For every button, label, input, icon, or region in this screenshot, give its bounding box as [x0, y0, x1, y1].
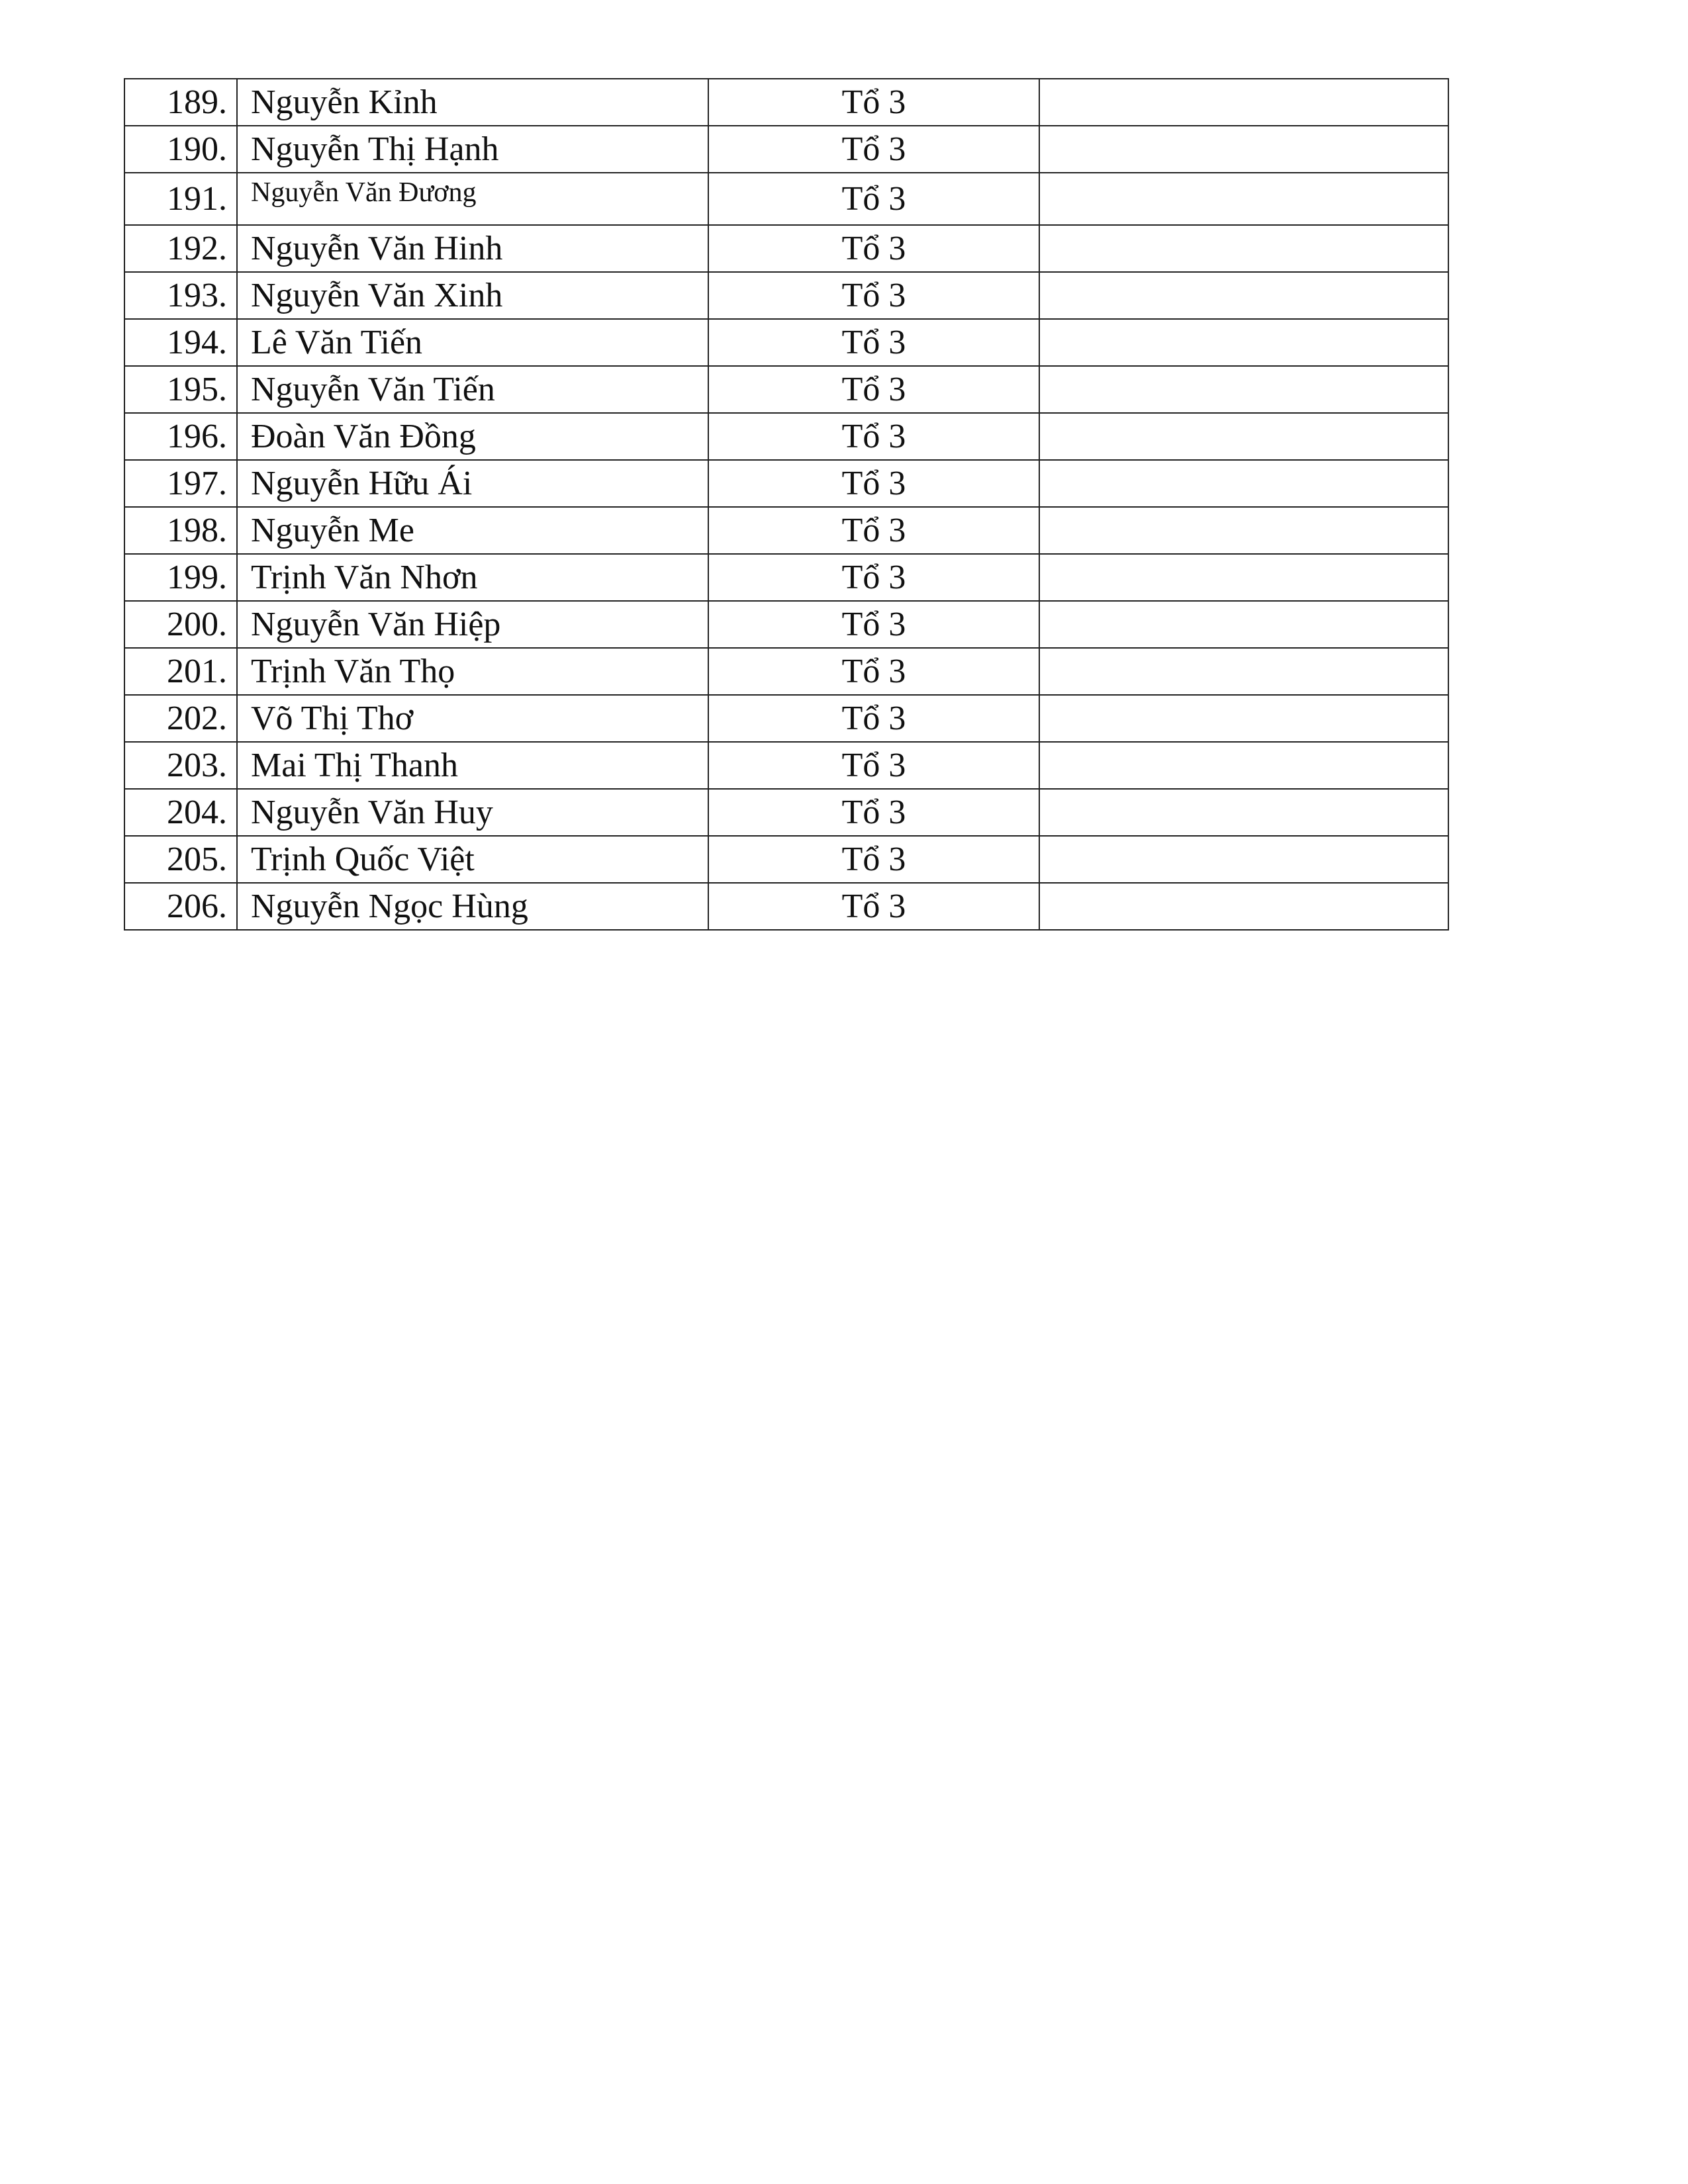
note-cell: [1039, 836, 1448, 883]
table-row: [124, 695, 1448, 742]
row-number: 200.: [124, 601, 237, 648]
row-number: 198.: [124, 507, 237, 554]
table-row: [124, 789, 1448, 836]
note-cell: [1039, 225, 1448, 272]
note-cell: [1039, 789, 1448, 836]
row-number: 205.: [124, 836, 237, 883]
group-cell: Tổ 3: [708, 648, 1039, 695]
person-name: Nguyễn Văn Hinh: [237, 225, 708, 272]
group-cell: Tổ 3: [708, 601, 1039, 648]
person-name: Võ Thị Thơ: [237, 695, 708, 742]
person-name: Nguyễn Hữu Ái: [237, 460, 708, 507]
table-row: [124, 554, 1448, 601]
group-cell: Tổ 3: [708, 126, 1039, 173]
group-cell: Tổ 3: [708, 319, 1039, 366]
note-cell: [1039, 742, 1448, 789]
note-cell: [1039, 648, 1448, 695]
row-number: 202.: [124, 695, 237, 742]
table-row: [124, 79, 1448, 126]
row-number: 197.: [124, 460, 237, 507]
group-cell: Tổ 3: [708, 225, 1039, 272]
row-number: 192.: [124, 225, 237, 272]
table-row: [124, 507, 1448, 554]
row-number: 193.: [124, 272, 237, 319]
table-row: [124, 601, 1448, 648]
group-cell: Tổ 3: [708, 366, 1039, 413]
note-cell: [1039, 366, 1448, 413]
group-cell: Tổ 3: [708, 554, 1039, 601]
row-number: 194.: [124, 319, 237, 366]
table-row: [124, 173, 1448, 225]
group-cell: Tổ 3: [708, 695, 1039, 742]
row-number: 204.: [124, 789, 237, 836]
row-number: 199.: [124, 554, 237, 601]
person-name: Nguyễn Văn Huy: [237, 789, 708, 836]
row-number: 189.: [124, 79, 237, 126]
note-cell: [1039, 507, 1448, 554]
table-row: [124, 225, 1448, 272]
row-number: 195.: [124, 366, 237, 413]
person-name: Nguyễn Me: [237, 507, 708, 554]
note-cell: [1039, 79, 1448, 126]
person-name: Mai Thị Thanh: [237, 742, 708, 789]
note-cell: [1039, 126, 1448, 173]
person-name: Nguyễn Ngọc Hùng: [237, 883, 708, 930]
group-cell: Tổ 3: [708, 742, 1039, 789]
person-name: Nguyễn Văn Đương: [237, 173, 708, 225]
group-cell: Tổ 3: [708, 413, 1039, 460]
person-name: Lê Văn Tiến: [237, 319, 708, 366]
table-row: [124, 272, 1448, 319]
note-cell: [1039, 554, 1448, 601]
note-cell: [1039, 272, 1448, 319]
row-number: 190.: [124, 126, 237, 173]
group-cell: Tổ 3: [708, 79, 1039, 126]
row-number: 203.: [124, 742, 237, 789]
group-cell: Tổ 3: [708, 272, 1039, 319]
note-cell: [1039, 319, 1448, 366]
table-row: [124, 366, 1448, 413]
row-number: 206.: [124, 883, 237, 930]
group-cell: Tổ 3: [708, 883, 1039, 930]
table-row: [124, 460, 1448, 507]
person-name: Nguyễn Kỉnh: [237, 79, 708, 126]
group-cell: Tổ 3: [708, 836, 1039, 883]
row-number: 201.: [124, 648, 237, 695]
person-name: Nguyễn Văn Xinh: [237, 272, 708, 319]
note-cell: [1039, 413, 1448, 460]
group-cell: Tổ 3: [708, 789, 1039, 836]
person-name: Nguyễn Văn Tiến: [237, 366, 708, 413]
table-row: [124, 836, 1448, 883]
person-name: Đoàn Văn Đồng: [237, 413, 708, 460]
note-cell: [1039, 601, 1448, 648]
table-row: [124, 742, 1448, 789]
person-name: Nguyễn Thị Hạnh: [237, 126, 708, 173]
group-cell: Tổ 3: [708, 173, 1039, 225]
table-row: [124, 319, 1448, 366]
table-row: [124, 413, 1448, 460]
row-number: 196.: [124, 413, 237, 460]
person-name: Trịnh Quốc Việt: [237, 836, 708, 883]
note-cell: [1039, 173, 1448, 225]
person-name: Trịnh Văn Nhơn: [237, 554, 708, 601]
note-cell: [1039, 695, 1448, 742]
row-number: 191.: [124, 173, 237, 225]
note-cell: [1039, 460, 1448, 507]
note-cell: [1039, 883, 1448, 930]
table-row: [124, 648, 1448, 695]
person-name: Trịnh Văn Thọ: [237, 648, 708, 695]
person-name: Nguyễn Văn Hiệp: [237, 601, 708, 648]
roster-table: [124, 78, 1449, 931]
group-cell: Tổ 3: [708, 460, 1039, 507]
group-cell: Tổ 3: [708, 507, 1039, 554]
table-row: [124, 126, 1448, 173]
table-row: [124, 883, 1448, 930]
